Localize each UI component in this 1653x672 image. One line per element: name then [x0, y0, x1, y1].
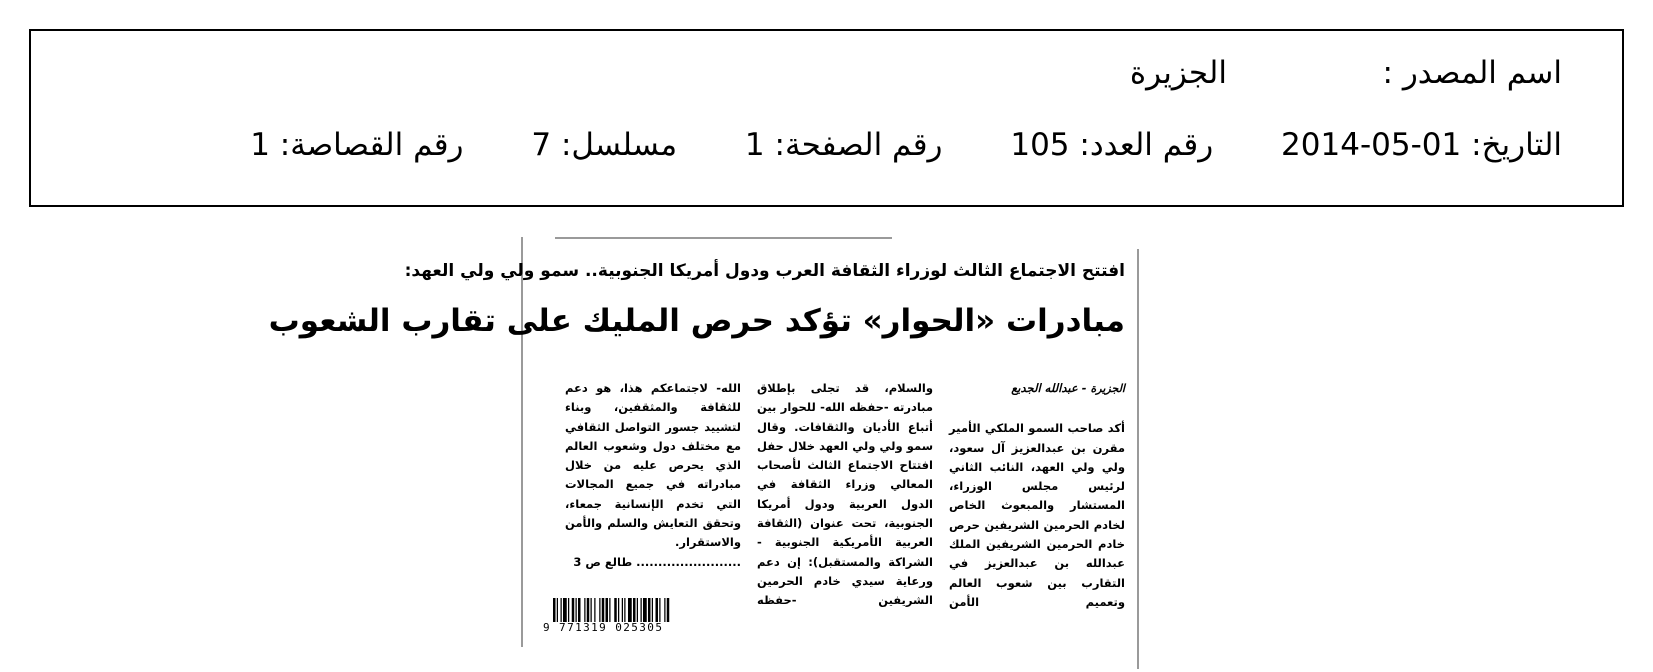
clip-edge-left — [521, 237, 523, 647]
source-row — [1130, 55, 1562, 91]
column-2-text: والسلام، قد تجلى بإطلاق مبادرته -حفظه الله- للحوار بين أتباع الأديان والثقافات. وقال سمو ولي ولي العهد خلال حفل افتتاح الاجتماع الثالث لأصحاب المعالي وزراء الثقافة في الدول العربية ودول أمريكا الجنوبية، تحت عنوان (الثقافة العربية الأمريكية الجنوبية - الشراكة والمستقبل): إن دعم ورعاية سيدي خادم الحرمين الشريفين -حفظه — [757, 381, 933, 608]
date-field: التاريخ: 01-05-2014 — [1281, 127, 1562, 163]
article-column-1 — [949, 379, 1125, 612]
clip-edge-right — [1137, 249, 1139, 669]
source-label: اسم المصدر : — [1382, 55, 1562, 91]
source-value: الجزيرة — [1129, 55, 1227, 91]
newspaper-clipping — [268, 237, 1139, 669]
byline-author: - عبدالله الجديع — [1011, 381, 1087, 395]
article-kicker: افتتح الاجتماع الثالث لوزراء الثقافة العرب ودول أمريكا الجنوبية.. سمو ولي ولي العهد: — [404, 261, 1125, 281]
article-column-2 — [757, 379, 933, 611]
newspaper-logo: الجزيرة — [1090, 382, 1125, 395]
continue-reference: ........................ طالع ص 3 — [573, 554, 741, 569]
issue-field: رقم العدد: 105 — [1010, 127, 1214, 163]
page-field: رقم الصفحة: 1 — [744, 127, 943, 163]
barcode-digits: 9 771319 025305 — [543, 622, 721, 634]
column-3-text: الله- لاجتماعكم هذا، هو دعم للثقافة والمثقفين، وبناء لتشييد جسور التواصل الثقافي مع مختلف دول وشعوب العالم الذي يحرص عليه من خلال مبادراته في جميع المجالات التي تخدم الإنسانية جمعاء، وتحقق التعايش والسلم والأمن والاستقرار. — [565, 381, 741, 550]
clip-edge-top — [555, 237, 892, 239]
article-headline: مبادرات «الحوار» تؤكد حرص المليك على تقارب الشعوب — [268, 303, 1125, 339]
source-info-box — [29, 29, 1624, 207]
serial-field: مسلسل: 7 — [531, 127, 678, 163]
clip-number-field: رقم القصاصة: 1 — [250, 127, 464, 163]
column-1-text: أكد صاحب السمو الملكي الأمير مقرن بن عبدالعزيز آل سعود، ولي ولي العهد، النائب الثاني لرئيس مجلس الوزراء، المستشار والمبعوث الخاص لخادم الحرمين الشريفين حرص خادم الحرمين الشريفين الملك عبدالله بن عبدالعزيز في التقارب بين شعوب العالم وتعميم الأمن — [949, 421, 1125, 609]
article-column-3 — [565, 379, 741, 572]
article-byline — [949, 379, 1125, 398]
details-row — [250, 127, 1562, 163]
